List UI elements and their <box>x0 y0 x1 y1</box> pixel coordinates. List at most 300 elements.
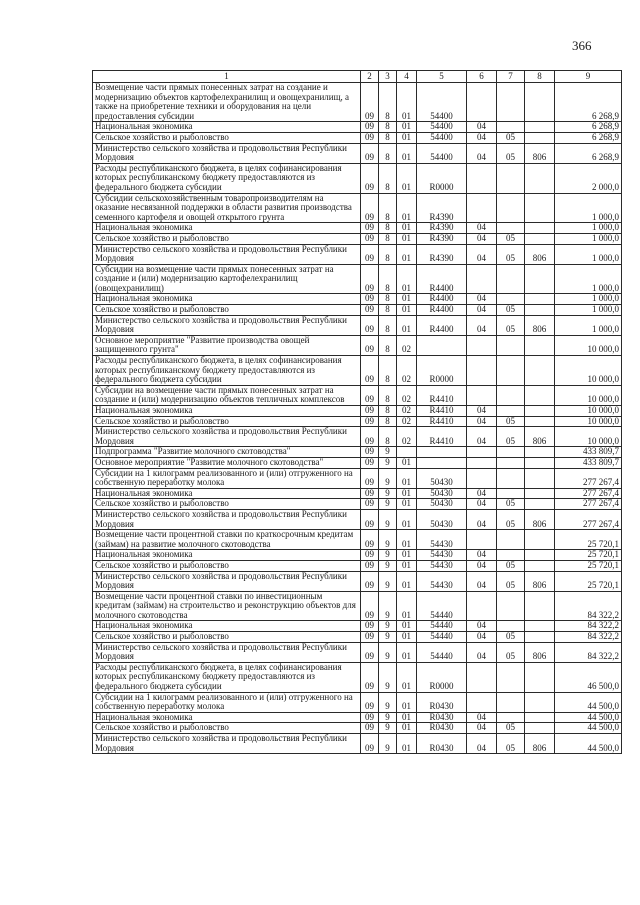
code-cell: 09 <box>361 244 379 264</box>
code-cell: 04 <box>467 143 497 163</box>
code-cell: 04 <box>467 233 497 244</box>
amount-cell: 277 267,4 <box>555 488 622 499</box>
amount-cell: 25 720,1 <box>555 571 622 591</box>
amount-cell: 25 720,1 <box>555 530 622 550</box>
code-cell: 09 <box>361 193 379 223</box>
code-cell: 54400 <box>417 143 467 163</box>
code-cell: 09 <box>361 509 379 529</box>
code-cell: 09 <box>361 315 379 335</box>
code-cell <box>525 356 555 386</box>
code-cell: 9 <box>379 662 397 692</box>
code-cell <box>525 83 555 122</box>
amount-cell: 46 500,0 <box>555 662 622 692</box>
code-cell: 01 <box>397 264 417 294</box>
table-row <box>93 723 622 734</box>
row-name: Субсидии сельскохозяйственным товаропроизводителям на оказание несвязанной поддержки в области развития производства семенного картофеля и овощей открытого грунта <box>93 193 361 223</box>
row-name: Сельское хозяйство и рыболовство <box>93 499 361 510</box>
code-cell: 8 <box>379 406 397 417</box>
code-cell <box>497 83 525 122</box>
code-cell: 8 <box>379 223 397 234</box>
code-cell <box>497 550 525 561</box>
table-row <box>93 457 622 468</box>
code-cell: 01 <box>397 734 417 754</box>
code-cell: 09 <box>361 83 379 122</box>
code-cell <box>525 560 555 571</box>
header-row <box>93 71 622 83</box>
code-cell: 05 <box>497 642 525 662</box>
code-cell <box>497 692 525 712</box>
amount-cell: 84 322,2 <box>555 591 622 621</box>
row-name: Расходы республиканского бюджета, в целях софинансирования которых республиканскому бюджету предоставляются из федерального бюджета субсидии <box>93 356 361 386</box>
code-cell <box>497 406 525 417</box>
code-cell: 09 <box>361 163 379 193</box>
code-cell <box>525 223 555 234</box>
code-cell <box>525 550 555 561</box>
table-row <box>93 447 622 458</box>
code-cell: 54400 <box>417 83 467 122</box>
code-cell: 04 <box>467 488 497 499</box>
amount-cell: 1 000,0 <box>555 233 622 244</box>
code-cell: 09 <box>361 356 379 386</box>
code-cell: 9 <box>379 509 397 529</box>
code-cell: 09 <box>361 571 379 591</box>
code-cell <box>525 264 555 294</box>
amount-cell: 6 268,9 <box>555 83 622 122</box>
code-cell: 01 <box>397 193 417 223</box>
code-cell: 09 <box>361 122 379 133</box>
code-cell: 04 <box>467 499 497 510</box>
code-cell: 01 <box>397 712 417 723</box>
code-cell <box>525 193 555 223</box>
code-cell: R0430 <box>417 692 467 712</box>
code-cell <box>525 122 555 133</box>
table-row <box>93 468 622 488</box>
code-cell: 50430 <box>417 468 467 488</box>
code-cell: 01 <box>397 122 417 133</box>
code-cell <box>525 468 555 488</box>
code-cell: 01 <box>397 132 417 143</box>
code-cell <box>467 356 497 386</box>
code-cell <box>497 356 525 386</box>
code-cell: R4400 <box>417 315 467 335</box>
code-cell: 8 <box>379 244 397 264</box>
code-cell <box>525 457 555 468</box>
code-cell: 04 <box>467 571 497 591</box>
code-cell: 54440 <box>417 591 467 621</box>
code-cell: 09 <box>361 457 379 468</box>
amount-cell: 1 000,0 <box>555 294 622 305</box>
amount-cell: 6 268,9 <box>555 143 622 163</box>
code-cell <box>467 335 497 355</box>
row-name: Министерство сельского хозяйства и продовольствия Республики Мордовия <box>93 143 361 163</box>
code-cell <box>497 447 525 458</box>
code-cell: 01 <box>397 692 417 712</box>
code-cell: 05 <box>497 416 525 427</box>
code-cell: 54430 <box>417 530 467 550</box>
code-cell: 04 <box>467 427 497 447</box>
code-cell: 09 <box>361 530 379 550</box>
code-cell: 8 <box>379 143 397 163</box>
code-cell: 09 <box>361 427 379 447</box>
code-cell: R4400 <box>417 305 467 316</box>
code-cell: 02 <box>397 335 417 355</box>
code-cell: 01 <box>397 163 417 193</box>
code-cell <box>525 632 555 643</box>
amount-cell: 25 720,1 <box>555 560 622 571</box>
code-cell: 9 <box>379 457 397 468</box>
code-cell: 54400 <box>417 132 467 143</box>
code-cell: 54440 <box>417 632 467 643</box>
code-cell: 09 <box>361 305 379 316</box>
code-cell <box>497 163 525 193</box>
code-cell <box>497 294 525 305</box>
row-name: Расходы республиканского бюджета, в целях софинансирования которых республиканскому бюджету предоставляются из федерального бюджета субсидии <box>93 163 361 193</box>
table-row <box>93 427 622 447</box>
table-row <box>93 571 622 591</box>
code-cell <box>467 83 497 122</box>
code-cell: 01 <box>397 642 417 662</box>
code-cell: 01 <box>397 488 417 499</box>
header-cell: 7 <box>497 71 525 83</box>
code-cell: 9 <box>379 621 397 632</box>
code-cell: 04 <box>467 734 497 754</box>
code-cell <box>525 385 555 405</box>
code-cell: 09 <box>361 416 379 427</box>
code-cell: 806 <box>525 642 555 662</box>
code-cell: 09 <box>361 499 379 510</box>
code-cell: 05 <box>497 315 525 335</box>
code-cell: 09 <box>361 591 379 621</box>
row-name: Национальная экономика <box>93 621 361 632</box>
code-cell <box>525 723 555 734</box>
code-cell <box>497 122 525 133</box>
code-cell <box>525 488 555 499</box>
row-name: Национальная экономика <box>93 712 361 723</box>
code-cell: 05 <box>497 499 525 510</box>
code-cell: 8 <box>379 193 397 223</box>
amount-cell: 84 322,2 <box>555 642 622 662</box>
code-cell <box>497 530 525 550</box>
amount-cell: 6 268,9 <box>555 132 622 143</box>
amount-cell: 277 267,4 <box>555 509 622 529</box>
table-row <box>93 163 622 193</box>
row-name: Сельское хозяйство и рыболовство <box>93 132 361 143</box>
amount-cell: 25 720,1 <box>555 550 622 561</box>
code-cell <box>467 193 497 223</box>
code-cell: 04 <box>467 550 497 561</box>
code-cell <box>417 457 467 468</box>
table-row <box>93 509 622 529</box>
amount-cell: 44 500,0 <box>555 734 622 754</box>
row-name: Субсидии на возмещение части прямых понесенных затрат на создание и (или) модернизацию картофелехранилищ (овощехранилищ) <box>93 264 361 294</box>
code-cell: 806 <box>525 509 555 529</box>
code-cell <box>467 530 497 550</box>
code-cell: 09 <box>361 385 379 405</box>
code-cell <box>497 591 525 621</box>
code-cell: 50430 <box>417 509 467 529</box>
code-cell: 02 <box>397 385 417 405</box>
code-cell: 01 <box>397 457 417 468</box>
row-name: Министерство сельского хозяйства и продовольствия Республики Мордовия <box>93 642 361 662</box>
code-cell: 806 <box>525 427 555 447</box>
code-cell: 54430 <box>417 550 467 561</box>
code-cell: 09 <box>361 621 379 632</box>
code-cell <box>497 457 525 468</box>
code-cell: 09 <box>361 560 379 571</box>
table-row <box>93 233 622 244</box>
code-cell <box>497 193 525 223</box>
code-cell <box>497 385 525 405</box>
code-cell: 01 <box>397 571 417 591</box>
code-cell <box>467 385 497 405</box>
row-name: Расходы республиканского бюджета, в целях софинансирования которых республиканскому бюджету предоставляются из федерального бюджета субсидии <box>93 662 361 692</box>
code-cell: 9 <box>379 499 397 510</box>
table-row <box>93 734 622 754</box>
code-cell: 54440 <box>417 621 467 632</box>
code-cell: 09 <box>361 723 379 734</box>
code-cell: 54440 <box>417 642 467 662</box>
code-cell: 09 <box>361 132 379 143</box>
table-row <box>93 560 622 571</box>
code-cell: 05 <box>497 132 525 143</box>
code-cell: R0000 <box>417 662 467 692</box>
code-cell: R4400 <box>417 264 467 294</box>
code-cell: 8 <box>379 83 397 122</box>
code-cell: 01 <box>397 233 417 244</box>
code-cell: 01 <box>397 632 417 643</box>
code-cell: 04 <box>467 416 497 427</box>
code-cell: 04 <box>467 223 497 234</box>
code-cell: 54400 <box>417 122 467 133</box>
row-name: Национальная экономика <box>93 223 361 234</box>
amount-cell: 1 000,0 <box>555 193 622 223</box>
code-cell: 9 <box>379 692 397 712</box>
code-cell <box>467 264 497 294</box>
code-cell: 01 <box>397 591 417 621</box>
code-cell: 8 <box>379 294 397 305</box>
code-cell: 01 <box>397 143 417 163</box>
code-cell: 04 <box>467 632 497 643</box>
code-cell: 8 <box>379 416 397 427</box>
code-cell <box>467 591 497 621</box>
table-row <box>93 406 622 417</box>
row-name: Министерство сельского хозяйства и продовольствия Республики Мордовия <box>93 509 361 529</box>
amount-cell: 1 000,0 <box>555 305 622 316</box>
code-cell: 09 <box>361 264 379 294</box>
table-row <box>93 356 622 386</box>
row-name: Министерство сельского хозяйства и продовольствия Республики Мордовия <box>93 571 361 591</box>
table-row <box>93 712 622 723</box>
row-name: Национальная экономика <box>93 294 361 305</box>
row-name: Министерство сельского хозяйства и продовольствия Республики Мордовия <box>93 315 361 335</box>
code-cell: 9 <box>379 447 397 458</box>
code-cell: 09 <box>361 734 379 754</box>
code-cell: 09 <box>361 488 379 499</box>
code-cell <box>417 447 467 458</box>
code-cell: 50430 <box>417 499 467 510</box>
code-cell: 09 <box>361 335 379 355</box>
code-cell <box>525 335 555 355</box>
table-row <box>93 193 622 223</box>
code-cell <box>497 335 525 355</box>
amount-cell: 44 500,0 <box>555 692 622 712</box>
code-cell: 8 <box>379 356 397 386</box>
code-cell: 09 <box>361 223 379 234</box>
header-cell: 5 <box>417 71 467 83</box>
code-cell: 05 <box>497 509 525 529</box>
code-cell <box>467 662 497 692</box>
code-cell: 05 <box>497 143 525 163</box>
code-cell: 01 <box>397 468 417 488</box>
table-row <box>93 621 622 632</box>
row-name: Сельское хозяйство и рыболовство <box>93 632 361 643</box>
code-cell: 09 <box>361 468 379 488</box>
code-cell <box>525 233 555 244</box>
code-cell: R0430 <box>417 734 467 754</box>
table-row <box>93 642 622 662</box>
code-cell: 04 <box>467 712 497 723</box>
table-row <box>93 416 622 427</box>
code-cell: 8 <box>379 122 397 133</box>
code-cell: 05 <box>497 305 525 316</box>
code-cell: 01 <box>397 244 417 264</box>
row-name: Основное мероприятие "Развитие производства овощей защищенного грунта" <box>93 335 361 355</box>
table-row <box>93 632 622 643</box>
code-cell <box>467 447 497 458</box>
table-row <box>93 385 622 405</box>
page-number: 366 <box>572 38 592 53</box>
table-row <box>93 488 622 499</box>
code-cell: 806 <box>525 244 555 264</box>
code-cell: 01 <box>397 223 417 234</box>
amount-cell: 1 000,0 <box>555 244 622 264</box>
code-cell: 9 <box>379 550 397 561</box>
code-cell <box>497 621 525 632</box>
code-cell <box>525 132 555 143</box>
code-cell: 806 <box>525 571 555 591</box>
table-row <box>93 692 622 712</box>
code-cell <box>467 163 497 193</box>
code-cell <box>525 621 555 632</box>
code-cell: 806 <box>525 315 555 335</box>
table-row <box>93 264 622 294</box>
row-name: Подпрограмма "Развитие молочного скотоводства" <box>93 447 361 458</box>
amount-cell: 10 000,0 <box>555 335 622 355</box>
code-cell: 05 <box>497 244 525 264</box>
header-cell: 2 <box>361 71 379 83</box>
row-name: Сельское хозяйство и рыболовство <box>93 723 361 734</box>
table-row <box>93 132 622 143</box>
code-cell: 50430 <box>417 488 467 499</box>
code-cell <box>525 499 555 510</box>
code-cell: 01 <box>397 550 417 561</box>
code-cell: 806 <box>525 143 555 163</box>
code-cell: 8 <box>379 132 397 143</box>
code-cell: 09 <box>361 143 379 163</box>
code-cell: 04 <box>467 305 497 316</box>
code-cell: R4390 <box>417 223 467 234</box>
code-cell: 8 <box>379 335 397 355</box>
amount-cell: 10 000,0 <box>555 356 622 386</box>
code-cell: 09 <box>361 550 379 561</box>
code-cell: 04 <box>467 315 497 335</box>
code-cell: 9 <box>379 488 397 499</box>
code-cell: 54430 <box>417 571 467 591</box>
row-name: Министерство сельского хозяйства и продовольствия Республики Мордовия <box>93 244 361 264</box>
code-cell <box>497 662 525 692</box>
code-cell: 02 <box>397 406 417 417</box>
code-cell <box>525 712 555 723</box>
amount-cell: 433 809,7 <box>555 457 622 468</box>
code-cell: R4390 <box>417 193 467 223</box>
amount-cell: 277 267,4 <box>555 499 622 510</box>
code-cell: 01 <box>397 83 417 122</box>
code-cell: 09 <box>361 692 379 712</box>
code-cell: 01 <box>397 560 417 571</box>
code-cell: R4410 <box>417 406 467 417</box>
table-row <box>93 662 622 692</box>
code-cell: 04 <box>467 122 497 133</box>
code-cell: 01 <box>397 530 417 550</box>
code-cell: 8 <box>379 305 397 316</box>
code-cell: 09 <box>361 712 379 723</box>
budget-table <box>92 70 622 754</box>
table-row <box>93 122 622 133</box>
header-cell: 8 <box>525 71 555 83</box>
code-cell <box>525 416 555 427</box>
code-cell <box>397 447 417 458</box>
amount-cell: 84 322,2 <box>555 621 622 632</box>
row-name: Сельское хозяйство и рыболовство <box>93 305 361 316</box>
code-cell: 04 <box>467 132 497 143</box>
code-cell: 01 <box>397 662 417 692</box>
code-cell: 05 <box>497 734 525 754</box>
code-cell: R0430 <box>417 712 467 723</box>
code-cell: 9 <box>379 591 397 621</box>
code-cell: R4410 <box>417 385 467 405</box>
code-cell: 02 <box>397 356 417 386</box>
code-cell: 04 <box>467 244 497 264</box>
code-cell <box>525 447 555 458</box>
code-cell: 09 <box>361 233 379 244</box>
amount-cell: 1 000,0 <box>555 315 622 335</box>
code-cell: 9 <box>379 560 397 571</box>
amount-cell: 44 500,0 <box>555 712 622 723</box>
code-cell <box>525 591 555 621</box>
code-cell: 54430 <box>417 560 467 571</box>
table-row <box>93 335 622 355</box>
code-cell <box>467 457 497 468</box>
code-cell: 04 <box>467 406 497 417</box>
code-cell: 09 <box>361 632 379 643</box>
code-cell: 04 <box>467 560 497 571</box>
code-cell: R0430 <box>417 723 467 734</box>
header-cell: 3 <box>379 71 397 83</box>
table-row <box>93 315 622 335</box>
table-row <box>93 499 622 510</box>
code-cell: 9 <box>379 723 397 734</box>
amount-cell: 2 000,0 <box>555 163 622 193</box>
code-cell <box>525 692 555 712</box>
code-cell <box>525 305 555 316</box>
code-cell <box>525 163 555 193</box>
code-cell: 8 <box>379 233 397 244</box>
amount-cell: 10 000,0 <box>555 385 622 405</box>
code-cell <box>417 335 467 355</box>
code-cell: 01 <box>397 315 417 335</box>
header-cell: 6 <box>467 71 497 83</box>
code-cell: 01 <box>397 294 417 305</box>
